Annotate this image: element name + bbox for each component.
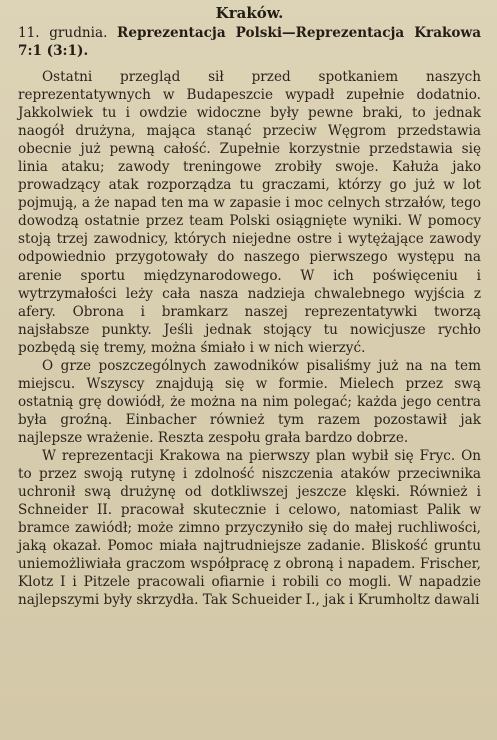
section-title: Kraków. xyxy=(215,4,284,22)
paragraph-3: W reprezentacji Krakowa na pierwszy plan wybił się Fryc. On to przez swoją rutynę i zdolność niszczenia ataków przeciwnika uchronił swą drużynę od dotkliwszej jeszcze klęski. Również i Schneider II. pracował skutecznie i celowo, natomiast Palik w bramce zawiódł; może zimno przyczyniło się do małej ruchliwości, jaką okazał. Pomoc miała najtrudniejsze zadanie. Bliskość gruntu uniemożliwiała graczom współpracę z obroną i napadem. Frischer, Klotz I i Pitzele pracowali ofiarnie i robili co mogli. W napadzie najlepszymi były skrzydła. Tak Schueider I., jak i Krumholtz dawali xyxy=(18,447,481,609)
article-body xyxy=(18,68,481,609)
article-headline xyxy=(18,24,481,60)
match-date: 11. grudnia. xyxy=(18,25,108,41)
match-title: Reprezentacja Polski—Reprezentacja Krakowa 7:1 (3:1). xyxy=(18,25,482,59)
paragraph-2: O grze poszczególnych zawodników pisaliśmy już na na tem miejscu. Wszyscy znajdują się w formie. Mielech przez swą ostatnią grę dowiódł, że można na nim polegać; każda jego centra była groźną. Einbacher również tym razem pozostawił jak najlepsze wrażenie. Reszta zespołu grała bardzo dobrze. xyxy=(18,357,481,446)
paragraph-1: Ostatni przegląd sił przed spotkaniem naszych reprezentatywnych w Budapeszcie wypadł zupełnie dodatnio. Jakkolwiek tu i owdzie widoczne były pewne braki, to jednak naogół drużyna, mająca stanąć przeciw Węgrom przedstawia obecnie już pewną całość. Zupełnie korzystnie przedstawia się linia ataku; zawody treningowe zrobiły swoje. Kałuża jako prowadzący atak rozporządza tu graczami, którzy go już w lot pojmują, a że napad ten ma w zapasie i moc celnych strzałów, tego dowodzą ostatnie przez team Polski osiągnięte wyniki. W pomocy stoją trzej zawodnicy, których niejedne ostre i wytężające zawody odpowiednio przygotowały do naszego pierwszego występu na arenie sportu międzynarodowego. W ich poświęceniu i wytrzymałości leży cała nasza nadzieja chwalebnego wyjścia z afery. Obrona i bramkarz naszej reprezentatywki tworzą najsłabsze punkty. Jeśli jednak stojący tu nowicjusze rychło pozbędą się tremy, można śmiało i w nich wierzyć. xyxy=(18,69,481,356)
